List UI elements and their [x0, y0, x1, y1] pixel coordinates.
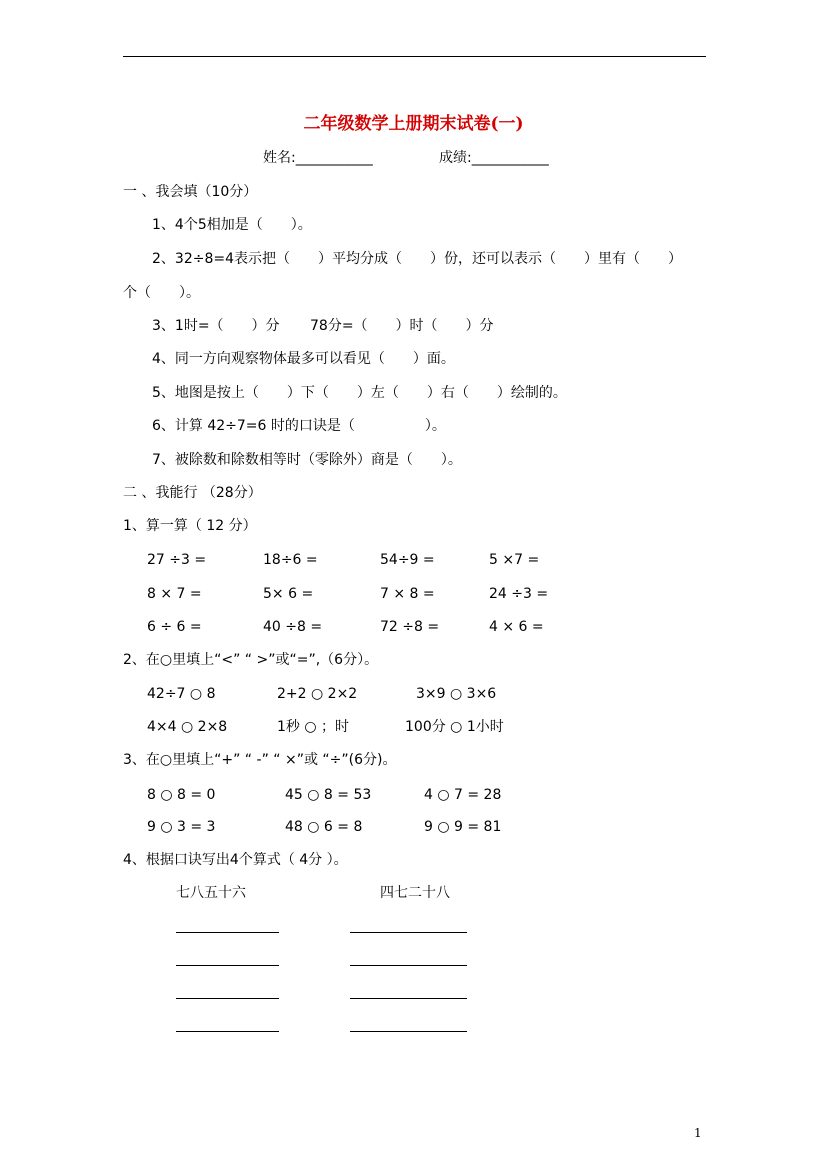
- operator-item: 9 ○ 3 = 3: [147, 819, 216, 835]
- operator-item: 8 ○ 8 = 0: [147, 787, 216, 803]
- calc-item: 6 ÷ 6 =: [147, 619, 202, 635]
- calc-item: 72 ÷8 =: [380, 619, 440, 635]
- page-number: 1: [694, 1126, 702, 1140]
- score-field: 成绩:___________: [439, 150, 549, 166]
- question-1-2: 2、32÷8=4表示把（ ）平均分成（ ）份，还可以表示（ ）里有（ ）: [152, 251, 682, 267]
- question-1-1: 1、4个5相加是（ ）。: [152, 217, 312, 233]
- calc-item: 27 ÷3 =: [147, 552, 207, 568]
- compare-item: 3×9 ○ 3×6: [416, 686, 497, 702]
- answer-line: [350, 1031, 467, 1032]
- calc-item: 5× 6 =: [263, 586, 314, 602]
- question-1-3a: 3、1时=（ ）分: [152, 318, 280, 334]
- compare-item: 2+2 ○ 2×2: [277, 686, 358, 702]
- answer-line: [176, 965, 279, 966]
- compare-item: 100分 ○ 1小时: [405, 719, 504, 735]
- page-title: 二年级数学上册期末试卷(一): [303, 114, 524, 134]
- answer-line: [176, 998, 279, 999]
- question-1-7: 7、被除数和除数相等时（零除外）商是（ ）。: [152, 452, 462, 468]
- answer-line: [350, 998, 467, 999]
- part3-heading: 3、在○里填上“+” “ -” “ ×”或 “÷”(6分)。: [123, 752, 397, 768]
- operator-item: 9 ○ 9 = 81: [424, 819, 502, 835]
- calc-item: 7 × 8 =: [380, 586, 435, 602]
- compare-item: 1秒 ○ ；时: [277, 719, 350, 735]
- calc-item: 4 × 6 =: [489, 619, 544, 635]
- calc-item: 40 ÷8 =: [263, 619, 323, 635]
- compare-item: 4×4 ○ 2×8: [147, 719, 228, 735]
- question-1-3b: 78分=（ ）时（ ）分: [310, 318, 494, 334]
- question-1-4: 4、同一方向观察物体最多可以看见（ ）面。: [152, 351, 455, 367]
- mnemonic-right: 四七二十八: [380, 885, 450, 901]
- answer-line: [176, 932, 279, 933]
- name-field: 姓名:___________: [263, 150, 373, 166]
- question-1-2-continued: 个（ ）。: [123, 285, 200, 301]
- section1-heading: 一 、我会填（10分）: [123, 184, 258, 200]
- calc-item: 5 ×7 =: [489, 552, 540, 568]
- question-1-5: 5、地图是按上（ ）下（ ）左（ ）右（ ）绘制的。: [152, 385, 567, 401]
- answer-line: [176, 1031, 279, 1032]
- part2-heading: 2、在○里填上“<” “ >”或“=”,（6分）。: [123, 652, 379, 668]
- operator-item: 45 ○ 8 = 53: [285, 787, 372, 803]
- answer-line: [350, 932, 467, 933]
- mnemonic-left: 七八五十六: [176, 885, 246, 901]
- header-rule: [123, 56, 706, 57]
- operator-item: 4 ○ 7 = 28: [424, 787, 502, 803]
- calc-item: 54÷9 =: [380, 552, 435, 568]
- calc-item: 24 ÷3 =: [489, 586, 549, 602]
- question-1-6: 6、计算 42÷7=6 时的口诀是（ ）。: [152, 418, 446, 434]
- compare-item: 42÷7 ○ 8: [147, 686, 216, 702]
- part1-heading: 1、算一算（ 12 分）: [123, 518, 257, 534]
- section2-heading: 二 、我能行 （28分）: [123, 485, 262, 501]
- part4-heading: 4、根据口诀写出4个算式（ 4分 ）。: [123, 852, 348, 868]
- calc-item: 8 × 7 =: [147, 586, 202, 602]
- operator-item: 48 ○ 6 = 8: [285, 819, 363, 835]
- calc-item: 18÷6 =: [263, 552, 318, 568]
- answer-line: [350, 965, 467, 966]
